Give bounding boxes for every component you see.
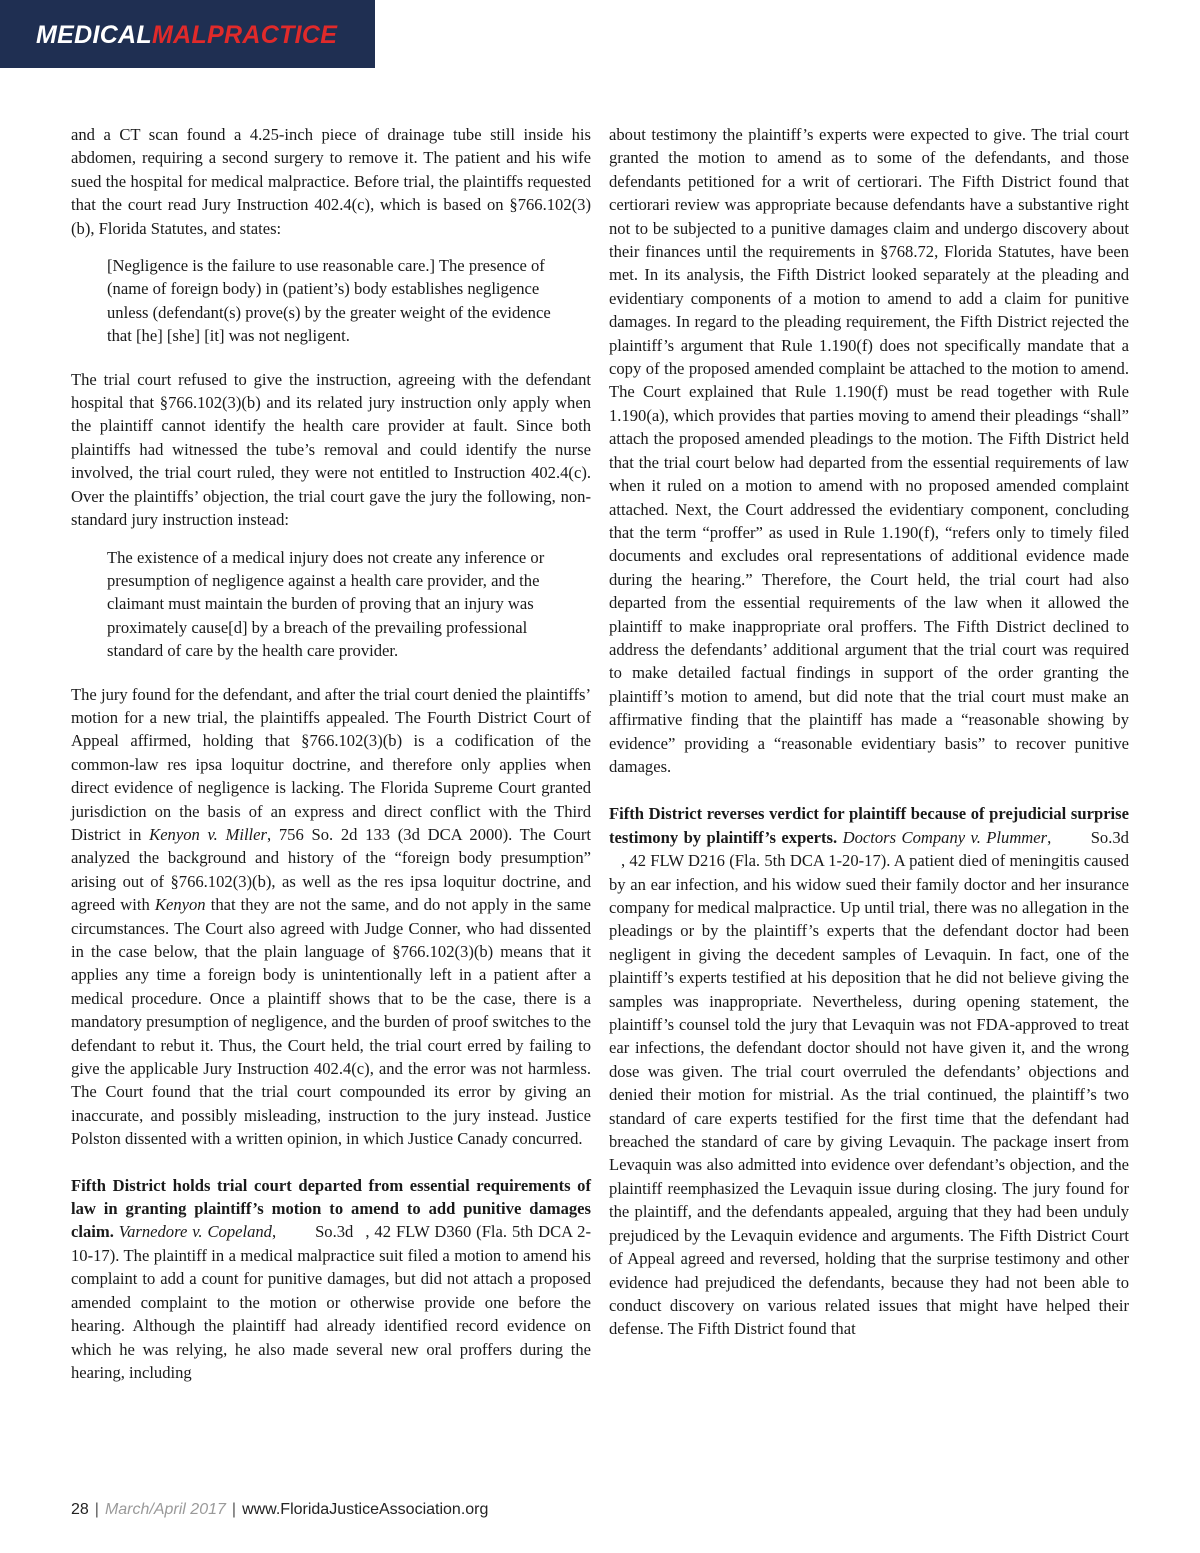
left-column [71,123,591,1384]
case-heading: Fifth District holds trial court departed from essential requirements of law in granting plaintiff’s motion to amend to add punitive damages claim. [71,1175,591,1242]
section-title-part2: MALPRACTICE [151,21,338,49]
paragraph: The trial court refused to give the instruction, agreeing with the defendant hospital that §766.102(3)(b) and its related jury instruction only apply when the plaintiff cannot identify the health care provider at fault. Since both plaintiffs had witnessed the tube’s removal and could identify the nurse involved, the trial court ruled, they were not entitled to Instruction 402.4(c). Over the plaintiffs’ objection, the trial court gave the jury the following, non-standard jury instruction instead: [71,369,591,530]
case-summary: Fifth District reverses verdict for plaintiff because of prejudicial surprise testimony by plaintiff’s experts. Doctors Company v. Plummer, So.3d, 42 FLW D216 (Fla. 5th DCA 1-20-17). A patient died of meningitis caused by an ear infection, and his widow sued their family doctor and her insurance company for medical malpractice. Up until trial, there was no allegation in the pleadings or by the plaintiff’s experts that the defendant doctor had been negligent in giving the decedent samples of Levaquin. In fact, one of the plaintiff’s experts testified at his deposition that he did not believe giving the samples was inappropriate. Nevertheless, during opening statement, the plaintiff’s counsel told the jury that Levaquin was not FDA-approved to treat ear infections, the defendant doctor should not have given it, and the wrong dose was given. The trial court overruled the defendants’ objections and denied their motion for mistrial. As the trial continued, the plaintiff’s two standard of care experts testified for the first time that the defendant had breached the standard of care by giving Levaquin. The package insert from Levaquin was also admitted into evidence over defendant’s objection, and the plaintiff reemphasized the Levaquin issue during closing. The jury found for the plaintiff, and the defendants appealed, arguing that they had been unduly prejudiced by the Levaquin evidence and arguments. The Fifth District Court of Appeal agreed and reversed, holding that the surprise testimony and other evidence had prejudiced the defendants, because they had not been able to conduct discovery on various related issues that might have helped their defense. The Fifth District found that [609,804,1129,1339]
case-summary: Fifth District holds trial court departed from essential requirements of law in granting plaintiff’s motion to amend to add punitive damages claim. Varnedore v. Copeland, So.3d , 42 FLW D360 (Fla. 5th DCA 2-10-17). The plaintiff in a medical malpractice suit filed a motion to amend his complaint to add a count for punitive damages, but did not attach a proposed amended complaint to the motion or otherwise provide one before the hearing. Although the plaintiff had already identified record evidence on which he was relying, he also made several new oral proffers during the hearing, including [71,1175,591,1382]
paragraph: about testimony the plaintiff’s experts were expected to give. The trial court granted the motion to amend as to some of the defendants, and those defendants petitioned for a writ of certiorari. The Fifth District found that certiorari review was appropriate because defendants have a substantive right not to be subjected to a punitive damages claim and undergo discovery about their finances until the requirements in §768.72, Florida Statutes, have been met. In its analysis, the Fifth District looked separately at the pleading and evidentiary components of a motion to amend to add a claim for punitive damages. In regard to the pleading requirement, the Fifth District rejected the plaintiff’s argument that Rule 1.190(f) does not specifically mandate that a copy of the proposed amended complaint be attached to the motion to amend. The Court explained that Rule 1.190(f) must be read together with Rule 1.190(a), which provides that parties moving to amend their pleadings “shall” attach the proposed amended pleadings to the motion. The Fifth District held that the trial court below had departed from the essential requirements of law when it ruled on a motion to amend with no proposed amended complaint attached. Next, the Court addressed the evidentiary component, concluding that the term “proffer” as used in Rule 1.190(f), “refers only to timely filed documents and excludes oral representations of additional evidence made during the hearing.” Therefore, the Court held, the trial court had also departed from the essential requirements of the law when it allowed the plaintiff to make inappropriate oral proffers. The Fifth District declined to address the defendants’ additional argument that the trial court was required to make detailed factual findings in support of the order granting the plaintiff’s motion to amend, but did note that the trial court must make an affirmative finding that the plaintiff has made a “reasonable showing by evidence” providing a “reasonable evidentiary basis” to recover punitive damages. [609,125,1129,776]
separator: | [231,1501,237,1518]
citation: So.3d [1090,827,1129,847]
separator: | [94,1501,99,1518]
paragraph-text: that they are not the same, and do not apply in the same circumstances. The Court also agreed with Judge Conner, who had dissented in the case below, that the plain language of §766.102(3)(b) means that it applies any time a foreign body is unintentionally left in a patient after a medical procedure. Once a plaintiff shows that to be the case, there is a mandatory presumption of negligence, and the burden of proof switches to the defendant to rebut it. Thus, the Court held, the trial court erred by failing to give the applicable Jury Instruction 402.4(c), and the error was not harmless. The Court found that the trial court compounded its error by giving an inaccurate, and possibly misleading, instruction to the jury instead. Justice Polston dissented with a written opinion, in which Justice Canady concurred. [71,895,592,1149]
section-title [36,20,337,50]
citation: , 42 FLW D216 (Fla. 5th DCA 1-20-17). [621,851,891,871]
citation: So.3d [315,1222,354,1242]
case-heading: Fifth District reverses verdict for plaintiff because of prejudicial surprise testimony by plaintiff’s experts. [609,804,1129,847]
page-number: 28 [71,1501,89,1518]
website-link[interactable]: www.FloridaJusticeAssociation.org [242,1501,489,1518]
jury-instruction-quote: The existence of a medical injury does not create any inference or presumption of negligence against a health care provider, and the claimant must maintain the burden of proving that an injury was proximately cause[d] by a breach of the prevailing professional standard of care by the health care provider. [107,547,545,661]
paragraph-text: A patient died of meningitis caused by an ear infection, and his widow sued their family doctor and her insurance company for medical malpractice. Up until trial, there was no allegation in the pleadings or by the plaintiff’s experts that the defendant doctor had been negligent in giving the decedent samples of Levaquin. In fact, one of the plaintiff’s experts testified at his deposition that he did not believe giving the samples was inappropriate. Nevertheless, during opening statement, the plaintiff’s counsel told the jury that Levaquin was not FDA-approved to treat ear infections, the defendant doctor should not have given it, and the wrong dose was given. The trial court overruled the defendants’ objections and denied their motion for mistrial. As the trial continued, the plaintiff’s two standard of care experts testified for the first time that the defendant had breached the standard of care by giving Levaquin. The package insert from Levaquin was also admitted into evidence over defendant’s objection, and the plaintiff reemphasized the Levaquin issue during closing. The jury found for the plaintiff, and the defendants appealed, arguing that they had been unduly prejudiced by the Levaquin evidence and arguments. The Fifth District Court of Appeal agreed and reversed, holding that the surprise testimony and other evidence had prejudiced the defendants, because they had not been able to conduct discovery on various related issues that might have helped their defense. The Fifth District found that [609,851,1129,1339]
case-name: Kenyon v. Miller [149,824,267,844]
case-name: Varnedore v. Copeland [118,1222,272,1242]
jury-instruction-quote: [Negligence is the failure to use reasonable care.] The presence of (name of foreign body) in (patient’s) body establishes negligence unless (defendant(s) prove(s) by the greater weight of the evidence that [he] [she] [it] was not negligent. [107,256,551,346]
case-name: Kenyon [154,895,206,915]
page-footer [71,1500,488,1520]
header-banner [0,0,375,68]
right-column [609,123,1129,1341]
section-title-part1: MEDICAL [36,21,152,49]
paragraph: and a CT scan found a 4.25-inch piece of drainage tube still inside his abdomen, requiring a second surgery to remove it. The patient and his wife sued the hospital for medical malpractice. Before trial, the plaintiffs requested that the court read Jury Instruction 402.4(c), which is based on §766.102(3)(b), Florida Statutes, and states: [71,125,591,238]
citation: , 42 FLW D360 (Fla. 5th DCA 2-10-17). [71,1222,591,1265]
case-name: Doctors Company v. Plummer [842,827,1048,847]
paragraph-text: , 756 So. 2d 133 (3d DCA 2000). The Court analyzed the background and history of the “foreign body presumption” arising out of §766.102(3)(b), as well as the res ipsa loquitur doctrine, and agreed with [71,824,591,915]
paragraph-text: The jury found for the defendant, and after the trial court denied the plaintiffs’ motion for a new trial, the plaintiffs appealed. The Fourth District Court of Appeal affirmed, holding that §766.102(3)(b) is a codification of the common-law res ipsa loquitur doctrine, and therefore only applies when direct evidence of negligence is lacking. The Florida Supreme Court granted jurisdiction on the basis of an express and direct conflict with the Third District in [71,684,591,844]
paragraph [71,683,591,1151]
paragraph-text: The plaintiff in a medical malpractice suit filed a motion to amend his complaint to add a count for punitive damages, but did not attach a proposed amended complaint to the motion or otherwise provide one before the hearing. Although the plaintiff had already identified record evidence on which he was relying, he also made several new oral proffers during the hearing, including [71,1245,591,1382]
issue-date: March/April 2017 [104,1501,226,1518]
